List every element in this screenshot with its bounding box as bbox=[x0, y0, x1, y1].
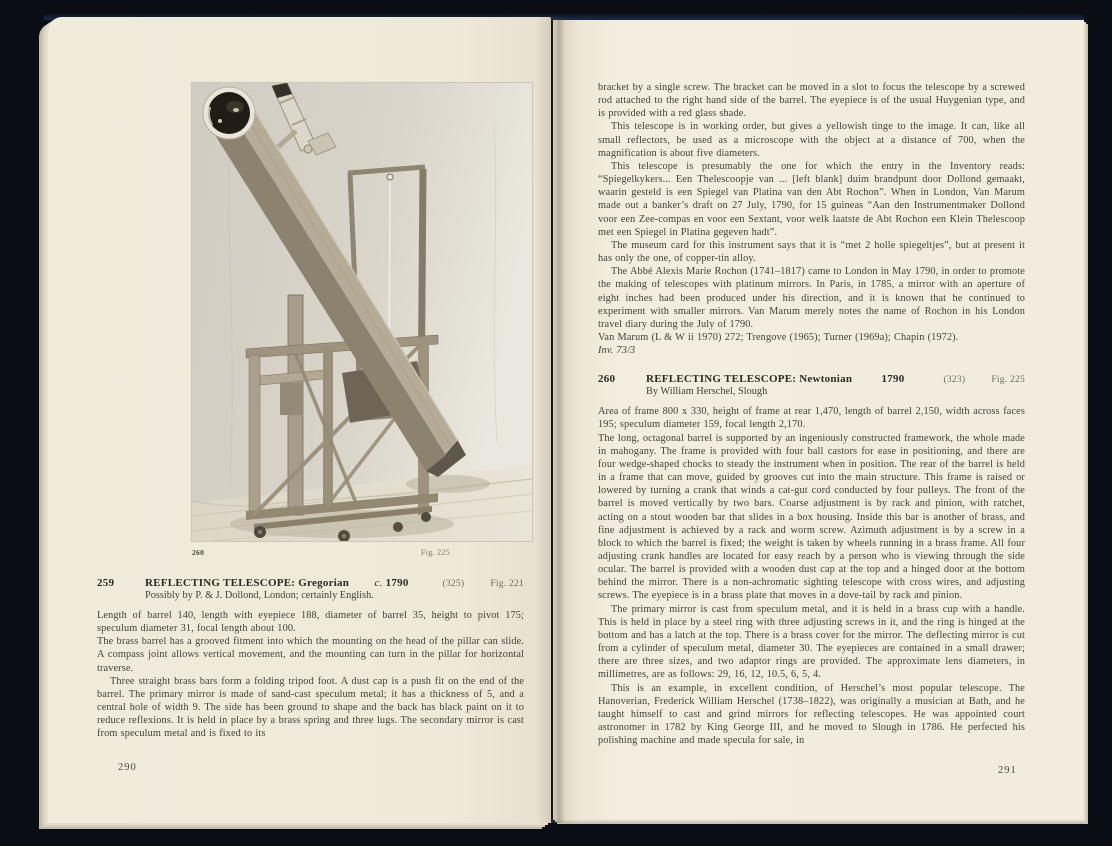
bibliography: Van Marum (L & W ii 1970) 272; Trengove (1965); Turner (1969a); Chapin (1972). bbox=[598, 331, 959, 343]
body-paragraph: The brass barrel has a grooved fitment into which the mounting on the head of the pillar can slide. A compass joint allows vertical movement, and the mounting can turn in the pillar for horizontal traverse. bbox=[97, 636, 524, 674]
right-page bbox=[553, 20, 1084, 820]
body-paragraph: The primary mirror is cast from speculum metal, and it is held in a brass cup with a handle. This is held in place by a steel ring with three adjusting screws in it, and the ring is hinged at the bottom and has a latch at the top. There is a brass cover for the mirror. The deflecting mirror is cut from a cylinder of speculum metal, diameter 30. The eyepieces are contained in a small drawer; there are three sizes, and two adaptor rings are provided. The approximate lens diameters, in millimetres, are as follows: 29, 16, 12, 10.5, 6, 5, 4. bbox=[598, 603, 1025, 681]
body-paragraph: Area of frame 800 x 330, height of frame at rear 1,470, length of barrel 2,150, width across faces 195; speculum diameter 159, focal length 2,170. bbox=[598, 406, 1025, 431]
page-number-left: 290 bbox=[118, 762, 137, 773]
entry-260 bbox=[598, 373, 1025, 747]
entry-number: 260 bbox=[598, 373, 616, 386]
entry-title: REFLECTING TELESCOPE: Gregorian bbox=[145, 577, 350, 589]
entry-fig: Fig. 225 bbox=[991, 375, 1025, 386]
body-paragraph: This telescope is in working order, but gives a yellowish tinge to the image. It can, like all small reflectors, be used as a microscope with the object at a distance of 700, when the magnification is about five diameters. bbox=[598, 121, 1025, 159]
entry-title: REFLECTING TELESCOPE: Newtonian bbox=[646, 373, 853, 386]
entry-ref: (323) bbox=[943, 375, 966, 386]
telescope-photo-svg bbox=[192, 83, 532, 541]
body-paragraph: The Abbé Alexis Marie Rochon (1741–1817) came to London in May 1790, in order to promote the making of telescopes with platinum mirrors. In Paris, in 1785, a mirror with an aperture of eight inches had been produced under his direction, and it is known that he continued to experiment with smaller mirrors. Van Marum merely notes the name of Rochon in his London travel diary during the July of 1790. bbox=[598, 266, 1025, 330]
entry-259-heading bbox=[97, 577, 524, 589]
entry-byline: Possibly by P. & J. Dollond, London; certainly English. bbox=[145, 590, 374, 601]
entry-year: 1790 bbox=[881, 373, 905, 386]
inventory-number: Inv. 73/3 bbox=[598, 345, 636, 357]
body-paragraph: This telescope is presumably the one for which the entry in the Inventory reads: “Spiegelkykers... Een Thelescoopje van ... [left blank] duim brandpunt door Dollond gemaakt, waarin gesteld is een Spiegel van Platina van den Abt Rochon”. When in London, Van Marum made out a banker’s draft on 27 July, 1790, for 15 guineas “Aan den Instrumentmaker Dollond voor een Zee-compas en voor een Sextant, voor welk laatste de Abt Rochon een Klein Thelescoop met een Spiegel in Platina gegeven hadt”. bbox=[598, 160, 1025, 238]
body-paragraph: This is an example, in excellent condition, of Herschel’s most popular telescope. The Hanoverian, Frederick William Herschel (1738–1822), was originally a musician at Bath, and he taught himself to cast and grind mirrors for reflecting telescopes. He was appointed court astronomer in 1782 by King George III, and he moved to Slough in 1786. He perfected his polishing machine and made specula for sale, in bbox=[598, 682, 1025, 747]
figure-caption bbox=[192, 548, 450, 557]
left-page bbox=[48, 17, 551, 823]
entry-year: 1790 bbox=[385, 577, 409, 589]
telescope-photograph bbox=[192, 83, 532, 541]
entry-number: 259 bbox=[97, 577, 115, 589]
open-book bbox=[38, 14, 1086, 826]
body-paragraph: The long, octagonal barrel is supported by an ingeniously constructed framework, the whole made in mahogany. The frame is provided with four ball castors for ease in positioning, and there are four wedge-shaped chocks to steady the instrument when in position. The rear of the barrel is held in a frame that can move, guided by grooves cut into the main structure. This frame is raised or lowered by turning a crank that winds a cat-gut cord conducted by four pulleys. The front of the barrel is moved vertically by two bars. Coarse adjustment is by rack and pinion, with ratchet, acting on a stout wooden bar that slides in a box housing. Inside this bar is another of brass, and fine adjustment is achieved by a rack and worm screw. Azimuth adjustment is by a screw in a block to which the barrel is fixed; the weight is taken by wheels running in a brass frame. All four adjusting crank handles are located for easy reach by a person who is viewing through the side ocular. The barrel is provided with a wooden dust cap at the top and a hinged door at the bottom behind the mirror. There is a non-achromatic sighting telescope with cross wires, and adjusting screws. The eyepiece is in a brass plate that moves in a dove-tail by rack and pinion. bbox=[598, 432, 1025, 602]
entry-260-heading bbox=[598, 373, 1025, 385]
left-text-column bbox=[97, 577, 524, 741]
entry-circa: c. bbox=[374, 577, 383, 589]
page-number-right: 291 bbox=[998, 765, 1017, 776]
figure-number: 260 bbox=[192, 548, 205, 557]
body-paragraph: Length of barrel 140, length with eyepiece 188, diameter of barrel 35, height to pivot 175; speculum diameter 31, focal length about 100. bbox=[97, 610, 524, 635]
entry-ref: (325) bbox=[442, 579, 465, 589]
entry-byline: By William Herschel, Slough bbox=[646, 386, 768, 398]
body-paragraph: Three straight brass bars form a folding tripod foot. A dust cap is a push fit on the end of the barrel. The primary mirror is made of sand-cast speculum metal; it has a thickness of 5, and a central hole of width 9. The side has been ground to shape and the back has black paint on it to reduce reflexions. It is held in place by a brass spring and three lugs. The secondary mirror is cast from speculum metal and is fixed to its bbox=[97, 675, 524, 740]
body-paragraph: bracket by a single screw. The bracket can be moved in a slot to focus the telescope by a screwed rod attached to the right hand side of the barrel. The eyepiece is of the usual Huygenian type, and is provided with a red glass shade. bbox=[598, 82, 1025, 120]
body-paragraph: The museum card for this instrument says that it is “met 2 holle spiegeltjes”, but at present it has only the one, of copper-tin alloy. bbox=[598, 239, 1025, 265]
right-text-column bbox=[598, 81, 1025, 747]
figure-label: Fig. 225 bbox=[420, 548, 450, 557]
entry-fig: Fig. 221 bbox=[490, 579, 524, 589]
